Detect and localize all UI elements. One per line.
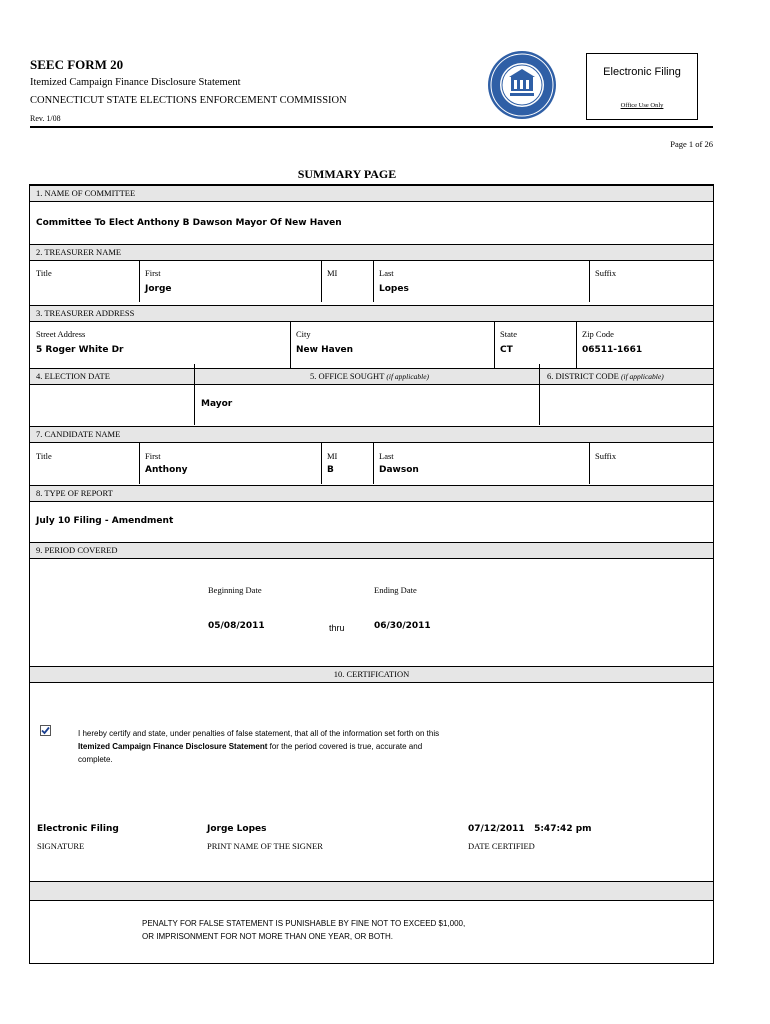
state-label: State [500, 329, 517, 339]
section-address-label: 3. TREASURER ADDRESS [36, 308, 135, 318]
treasurer-last-label: Last [379, 268, 394, 278]
form-frame [29, 184, 714, 964]
certification-line-2-rest: for the period covered is true, accurate and [267, 742, 423, 751]
candidate-mi-label: MI [327, 451, 338, 461]
divider [290, 322, 291, 368]
divider [589, 261, 590, 302]
form-title: SEEC FORM 20 [30, 57, 124, 72]
zip-value: 06511-1661 [582, 345, 643, 355]
office-sought-text: 5. OFFICE SOUGHT [310, 371, 385, 381]
signature-label: SIGNATURE [37, 841, 85, 851]
office-sought-label [310, 369, 429, 384]
penalty-line-2: OR IMPRISONMENT FOR NOT MORE THAN ONE YEAR, OR BOTH. [142, 932, 393, 941]
divider [589, 443, 590, 484]
divider [321, 443, 322, 484]
penalty-notice [142, 917, 465, 943]
section-election-header [30, 368, 713, 385]
checkmark-icon [40, 725, 51, 736]
divider [194, 364, 195, 425]
divider [321, 261, 322, 302]
candidate-suffix-label: Suffix [595, 451, 617, 461]
report-type: July 10 Filing - Amendment [36, 516, 174, 526]
district-code-label [547, 369, 664, 384]
candidate-mi: B [327, 465, 334, 475]
treasurer-mi-label: MI [327, 268, 338, 278]
date-certified-label: DATE CERTIFIED [468, 841, 535, 851]
office-sought-value: Mayor [201, 399, 233, 409]
section-committee-header [30, 185, 713, 202]
section-address-header [30, 305, 713, 322]
section-treasurer-header [30, 244, 713, 261]
office-use-only: Office Use Only [620, 102, 664, 109]
certify-checkbox[interactable] [40, 725, 51, 736]
signer-label: PRINT NAME OF THE SIGNER [207, 841, 323, 851]
signature-value: Electronic Filing [37, 824, 119, 834]
treasurer-first: Jorge [145, 284, 172, 294]
form-subtitle: Itemized Campaign Finance Disclosure Statement [30, 77, 241, 88]
date-certified: 07/12/2011 5:47:42 pm [468, 824, 592, 834]
district-code-text: 6. DISTRICT CODE [547, 371, 619, 381]
candidate-title-label: Title [36, 451, 52, 461]
section-candidate-label: 7. CANDIDATE NAME [36, 429, 121, 439]
city-label: City [296, 329, 311, 339]
signer-name: Jorge Lopes [207, 824, 267, 834]
treasurer-suffix-label: Suffix [595, 268, 617, 278]
section-certification-label: 10. CERTIFICATION [333, 669, 410, 679]
office-applicable: (if applicable) [386, 372, 430, 381]
penalty-line-1: PENALTY FOR FALSE STATEMENT IS PUNISHABLE BY FINE NOT TO EXCEED $1,000, [142, 919, 466, 928]
begin-date: 05/08/2011 [208, 621, 265, 631]
treasurer-first-label: First [145, 268, 161, 278]
section-candidate-header [30, 426, 713, 443]
certification-text [78, 727, 538, 766]
page-number: Page 1 of 26 [670, 139, 713, 149]
section-treasurer-label: 2. TREASURER NAME [36, 247, 122, 257]
candidate-last-label: Last [379, 451, 394, 461]
divider [139, 443, 140, 484]
thru-label: thru [329, 623, 345, 633]
revision: Rev. 1/08 [30, 114, 61, 123]
section-committee-label: 1. NAME OF COMMITTEE [36, 188, 136, 198]
street-value: 5 Roger White Dr [36, 345, 124, 355]
section-report-header [30, 485, 713, 502]
divider [139, 261, 140, 302]
election-date-label: 4. ELECTION DATE [36, 371, 110, 381]
street-label: Street Address [36, 329, 86, 339]
state-value: CT [500, 345, 513, 355]
divider [576, 322, 577, 368]
certification-statement-name: Itemized Campaign Finance Disclosure Statement [78, 742, 268, 751]
candidate-first: Anthony [145, 465, 188, 475]
divider [373, 443, 374, 484]
zip-label: Zip Code [582, 329, 614, 339]
section-period-label: 9. PERIOD COVERED [36, 545, 118, 555]
end-date: 06/30/2011 [374, 621, 431, 631]
end-date-label: Ending Date [374, 585, 417, 595]
district-applicable: (if applicable) [621, 372, 664, 381]
certification-line-1: I hereby certify and state, under penalties of false statement, that all of the information set forth on this [78, 729, 440, 738]
header-rule [30, 126, 713, 128]
divider [494, 322, 495, 368]
begin-date-label: Beginning Date [208, 585, 262, 595]
section-report-label: 8. TYPE OF REPORT [36, 488, 113, 498]
agency-name: CONNECTICUT STATE ELECTIONS ENFORCEMENT COMMISSION [30, 95, 347, 106]
city-value: New Haven [296, 345, 354, 355]
blank-bar [30, 881, 713, 901]
certification-line-2 [78, 740, 538, 753]
certification-line-3: complete. [78, 755, 113, 764]
state-seal [487, 50, 557, 120]
electronic-filing-box [586, 53, 698, 120]
divider [373, 261, 374, 302]
electronic-filing-title: Electronic Filing [603, 66, 681, 78]
candidate-last: Dawson [379, 465, 419, 475]
candidate-first-label: First [145, 451, 161, 461]
divider [539, 364, 540, 425]
treasurer-last: Lopes [379, 284, 409, 294]
section-period-header [30, 542, 713, 559]
treasurer-title-label: Title [36, 268, 52, 278]
committee-name: Committee To Elect Anthony B Dawson Mayor Of New Haven [36, 218, 342, 228]
section-certification-header [30, 666, 713, 683]
page-title: SUMMARY PAGE [297, 167, 397, 181]
